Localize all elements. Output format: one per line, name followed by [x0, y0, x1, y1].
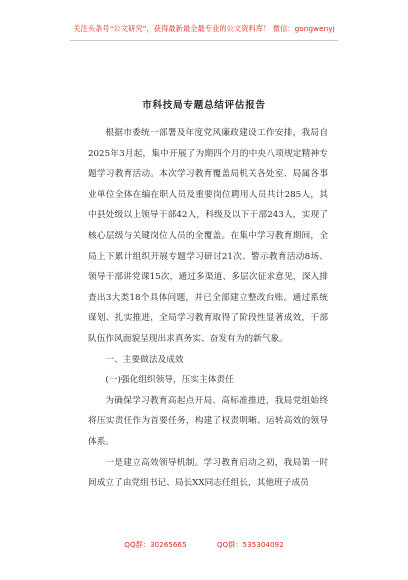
- qq-group-2: QQ群：535304092: [216, 540, 284, 549]
- body-paragraph: 一是建立高效领导机制。学习教育启动之初，我局第一时间成立了由党组书记、局长XX同志任组长，其他班子成员: [88, 457, 328, 489]
- subsection-heading: (一)强化组织领导，压实主体责任: [105, 375, 234, 386]
- document-title: 市科技局专题总结评估报告: [142, 100, 266, 111]
- document-body: [88, 123, 328, 494]
- promo-banner-bottom: [0, 540, 408, 550]
- qq-group-1: QQ群：30265665: [124, 540, 187, 549]
- intro-paragraph: 根据市委统一部署及年度党风廉政建设工作安排，我局自2025年3月起，集中开展了为期四个月的中央八项规定精神专题学习教育活动。本次学习教育覆盖局机关各处室、局属各事业单位全体在编在职人员及重要岗位聘用人员共计285人，其中县处级以上领导干部42人，科级及以下干部243人，实现了核心层级与关键岗位人员的全覆盖。在集中学习教育期间，全局上下累计组织开展专题学习研讨21次、警示教育活动8场、领导干部讲党课15次，通过多渠道、多层次征求意见，深入排查出3大类18个具体问题，并已全部建立整改台账。通过系统谋划、扎实推进，全局学习教育取得了阶段性显著成效，干部队伍作风面貌呈现出求真务实、奋发有为的新气象。: [88, 128, 328, 344]
- body-paragraph: 为确保学习教育高起点开局、高标准推进，我局党组始终将压实责任作为首要任务，构建了权责明晰、运转高效的领导体系。: [88, 395, 328, 447]
- promo-banner-top: 关注头条号“公文研究”，获得最新最全最专业的公文资料库！ 微信：gongwenyj: [73, 24, 335, 33]
- section-heading: 一、主要做法及成效: [105, 354, 184, 365]
- header-divider: [70, 40, 338, 41]
